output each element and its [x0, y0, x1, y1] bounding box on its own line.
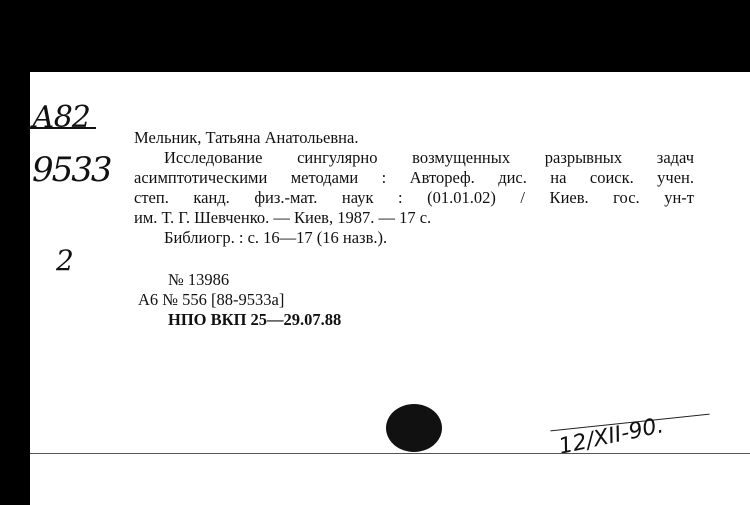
registry-number: № 13986: [168, 270, 230, 289]
horizontal-rule: [30, 453, 750, 454]
handwritten-call-number-top: А82: [32, 100, 90, 135]
catalog-card: [30, 72, 750, 505]
bibliography-note: Библиогр. : с. 16—17 (16 назв.).: [164, 228, 388, 247]
bibliographic-entry: [134, 128, 694, 248]
title-line-2: асимптотическими методами : Автореф. дис. на соиск. учен.: [134, 168, 694, 187]
handwritten-date: 12/XII-90.: [556, 413, 666, 460]
registry-a6: А6 № 556 [88-9533а]: [138, 290, 285, 309]
title-line-4: им. Т. Г. Шевченко. — Киев, 1987. — 17 с.: [134, 208, 432, 227]
author-line: Мельник, Татьяна Анатольевна.: [134, 128, 359, 147]
handwritten-call-number-bottom: 9533: [32, 150, 111, 190]
ink-blot: [386, 404, 442, 452]
title-line-1: Исследование сингулярно возмущенных разрывных задач: [164, 148, 694, 167]
handwritten-copy-count: 2: [56, 244, 74, 277]
registry-block: [138, 270, 341, 330]
title-line-3: степ. канд. физ.-мат. наук : (01.01.02) / Киев. гос. ун-т: [134, 188, 694, 207]
registry-npo: НПО ВКП 25—29.07.88: [168, 310, 342, 329]
